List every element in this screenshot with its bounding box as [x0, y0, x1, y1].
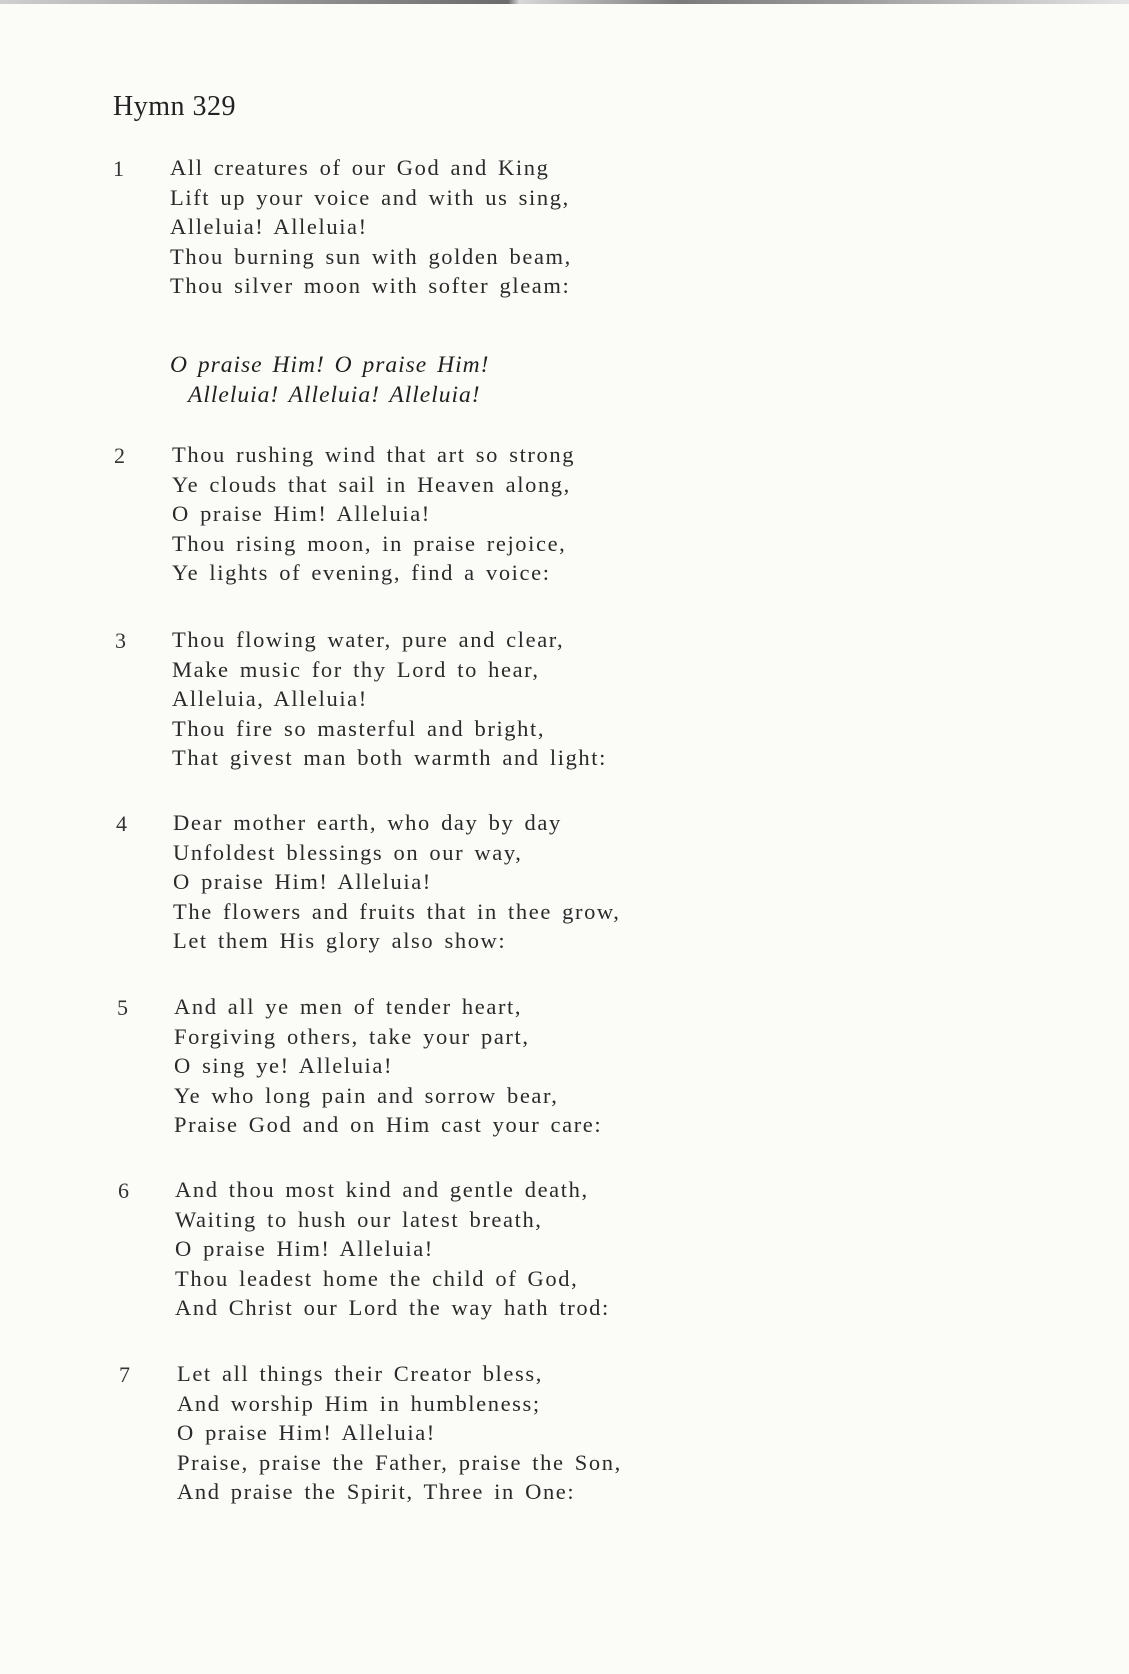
verse-line: Unfoldest blessings on our way, [173, 839, 523, 865]
verse-line: Thou flowing water, pure and clear, [172, 627, 565, 652]
verse-line: Make music for thy Lord to hear, [172, 656, 540, 682]
verse-line: Dear mother earth, who day by day [173, 810, 562, 835]
verse-line: All creatures of our God and King [170, 155, 550, 180]
verse-number: 6 [118, 1178, 129, 1203]
verse-number: 7 [119, 1362, 130, 1387]
verse-number: 1 [113, 156, 124, 181]
refrain [170, 350, 489, 410]
page-title: Hymn 329 [113, 91, 236, 122]
verse-line: Alleluia, Alleluia! [172, 686, 368, 711]
verse-lines [174, 992, 602, 1140]
verse-line: Alleluia! Alleluia! [170, 214, 368, 239]
verse-line: Thou rising moon, in praise rejoice, [172, 530, 567, 556]
verse-line: The flowers and fruits that in thee grow, [173, 898, 621, 924]
verse-number: 5 [117, 995, 128, 1020]
verse-line: O praise Him! Alleluia! [173, 869, 432, 894]
verse-number: 2 [114, 443, 125, 468]
verse-line: Let all things their Creator bless, [177, 1361, 543, 1386]
scan-top-edge [0, 0, 1129, 4]
verse-line: Thou rushing wind that art so strong [172, 442, 576, 467]
verse-line: And Christ our Lord the way hath trod: [175, 1295, 610, 1320]
verse-line: O praise Him! Alleluia! [172, 501, 431, 526]
verse-line: Thou fire so masterful and bright, [172, 715, 546, 741]
verse-line: And thou most kind and gentle death, [175, 1177, 589, 1202]
verse-number: 3 [115, 628, 126, 653]
verse-line: Praise God and on Him cast your care: [174, 1112, 603, 1137]
verse-lines [175, 1175, 610, 1323]
verse-line: Praise, praise the Father, praise the Son, [177, 1449, 622, 1475]
refrain-line: Alleluia! Alleluia! Alleluia! [188, 382, 481, 408]
verse-line: Ye lights of evening, find a voice: [172, 560, 551, 585]
verse-line: And praise the Spirit, Three in One: [177, 1479, 576, 1504]
verse-lines [172, 440, 575, 588]
verse-line: And all ye men of tender heart, [174, 994, 523, 1019]
verse-lines [170, 153, 572, 301]
verse-lines [173, 808, 621, 956]
verse-line: Thou burning sun with golden beam, [170, 243, 572, 269]
verse-line: That givest man both warmth and light: [172, 745, 607, 770]
verse-number: 4 [116, 811, 127, 836]
verse-line: Thou silver moon with softer gleam: [170, 273, 571, 298]
verse-lines [177, 1359, 622, 1507]
verse-line: O sing ye! Alleluia! [174, 1053, 394, 1078]
verse-line: Waiting to hush our latest breath, [175, 1206, 543, 1232]
verse-line: Lift up your voice and with us sing, [170, 184, 570, 210]
verse-line: Ye who long pain and sorrow bear, [174, 1082, 559, 1108]
verse-line: O praise Him! Alleluia! [175, 1236, 434, 1261]
verse-lines [172, 625, 607, 773]
verse-line: Let them His glory also show: [173, 928, 507, 953]
verse-line: Ye clouds that sail in Heaven along, [172, 471, 571, 497]
verse-line: Forgiving others, take your part, [174, 1023, 530, 1049]
verse-line: And worship Him in humbleness; [177, 1390, 541, 1416]
verse-line: O praise Him! Alleluia! [177, 1420, 436, 1445]
verse-line: Thou leadest home the child of God, [175, 1265, 579, 1291]
refrain-line: O praise Him! O praise Him! [170, 352, 490, 378]
